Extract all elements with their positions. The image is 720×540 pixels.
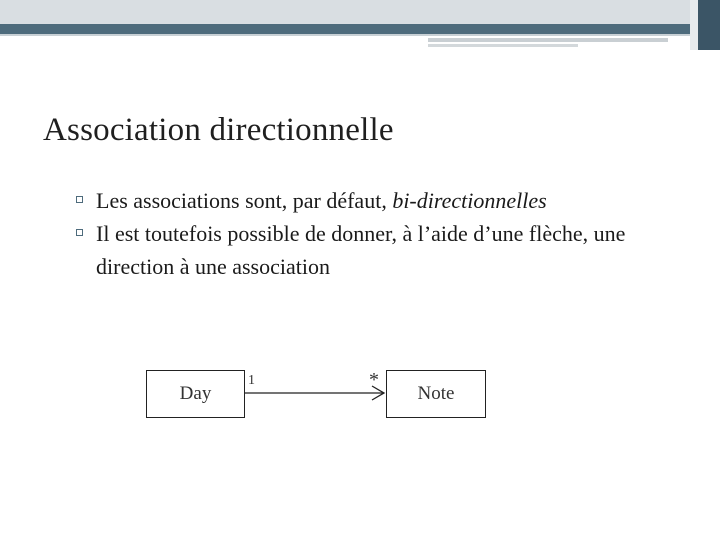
bullet-item (74, 217, 674, 283)
uml-association-diagram (140, 360, 500, 430)
bullet-item (74, 184, 674, 217)
header-line (0, 34, 690, 36)
square-bullet-icon (76, 196, 83, 203)
header-accent-line-short (428, 44, 578, 47)
header-gap (690, 0, 698, 50)
class-box-note (386, 370, 486, 418)
class-box-day (146, 370, 245, 418)
bullet-text-emphasis: bi-directionnelles (392, 188, 547, 213)
source-multiplicity: 1 (248, 373, 255, 388)
bullet-text: Il est toutefois possible de donner, à l’aide d’une flèche, une direction à une association (96, 221, 626, 279)
slide-title: Association directionnelle (43, 112, 394, 148)
class-name: Note (417, 383, 455, 404)
header-accent-line (428, 38, 668, 42)
bullet-list (74, 184, 674, 283)
header-band-light (0, 0, 720, 24)
header-decoration (0, 0, 720, 50)
header-band-dark (0, 24, 690, 34)
bullet-text: Les associations sont, par défaut, (96, 188, 393, 213)
class-name: Day (179, 383, 212, 404)
square-bullet-icon (76, 229, 83, 236)
header-corner-block (698, 0, 720, 50)
target-multiplicity: * (369, 369, 379, 391)
